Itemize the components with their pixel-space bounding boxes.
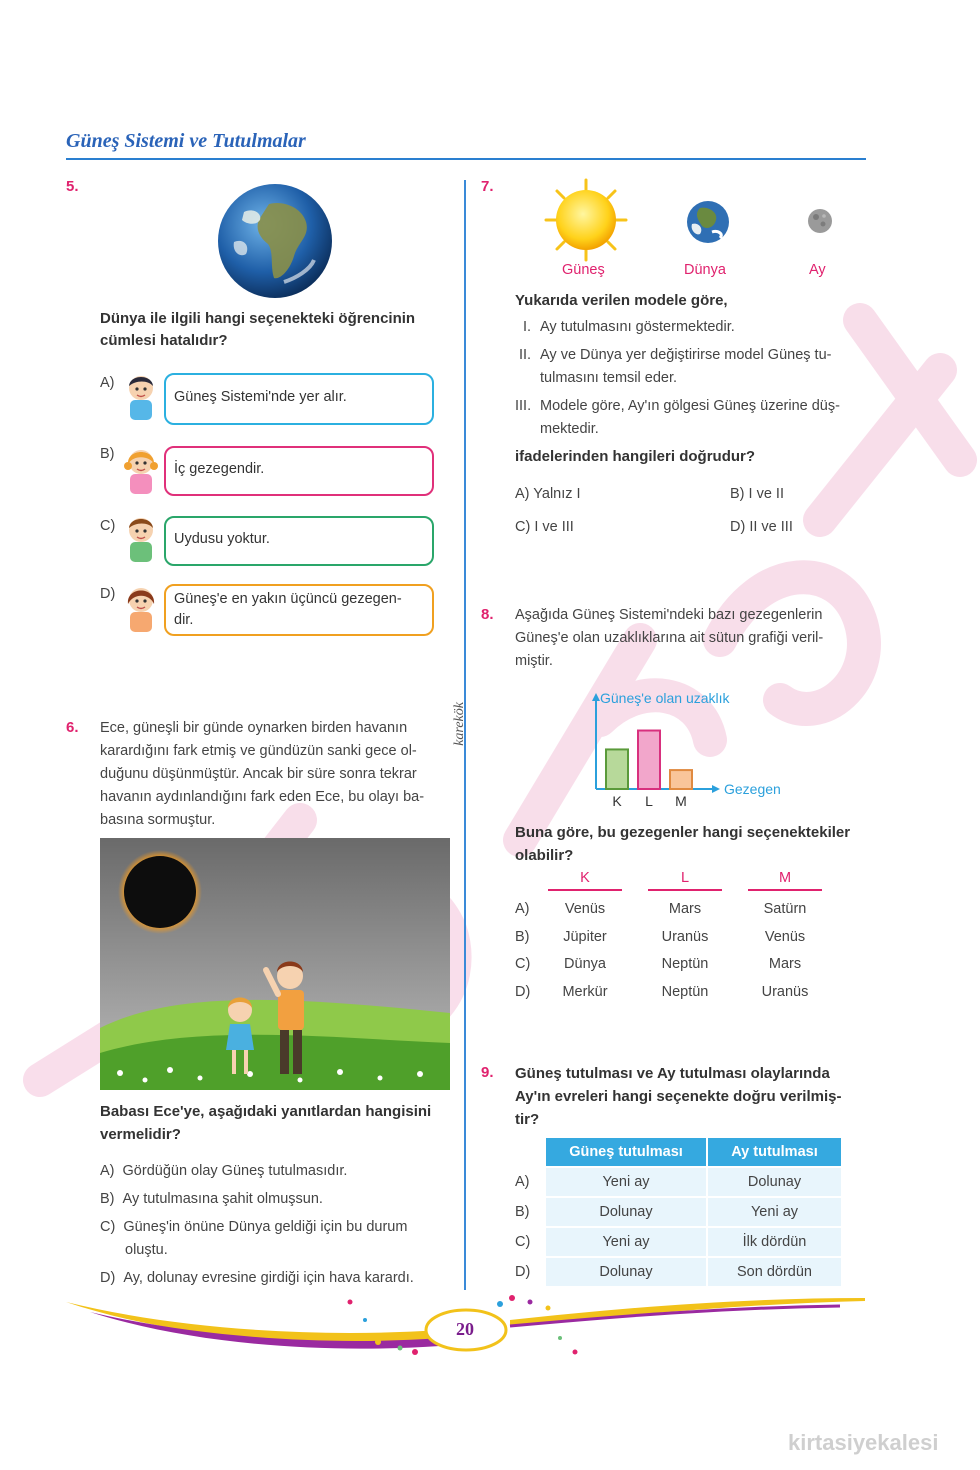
distance-bar-chart	[580, 684, 800, 810]
q8-option-letter: D)	[515, 984, 531, 1000]
q7-option-b[interactable]	[730, 486, 784, 502]
q6-option-c-text-2: oluştu.	[125, 1242, 168, 1258]
q8-header-l: L	[648, 870, 722, 891]
q5-option-d-text-2: dir.	[174, 612, 194, 628]
q7-option-text: Yalnız I	[533, 486, 581, 502]
q5-option-c-text: Uydusu yoktur.	[174, 531, 270, 547]
q8-cell: Merkür	[562, 984, 608, 1000]
chart-tick-label: M	[675, 793, 687, 809]
q6-option-b[interactable]	[100, 1191, 323, 1207]
q7-option-a[interactable]	[515, 486, 581, 502]
q8-cell: Jüpiter	[563, 929, 607, 945]
q7-option-letter: C)	[515, 519, 531, 535]
q7-option-text: I ve III	[534, 519, 574, 535]
q6-option-text: Ay, dolunay evresine girdiği için hava karardı.	[123, 1270, 414, 1286]
q6-option-letter: D)	[100, 1270, 116, 1286]
q7-statement-2-line-2: tulmasını temsil eder.	[540, 370, 677, 386]
chart-bar-k	[606, 749, 628, 789]
q8-header-m: M	[748, 870, 822, 891]
q6-option-d[interactable]	[100, 1270, 414, 1286]
q9-number: 9.	[481, 1064, 494, 1081]
page-title: Güneş Sistemi ve Tutulmalar	[66, 130, 306, 152]
q8-cell: Neptün	[661, 984, 709, 1000]
q8-cell: Dünya	[564, 956, 606, 972]
earth-label: Dünya	[684, 262, 726, 278]
q8-cell: Uranüs	[761, 984, 809, 1000]
q6-paragraph	[100, 717, 450, 832]
q6-paragraph-line: duğunu düşünmüştür. Ancak bir süre sonra tekrar	[100, 766, 417, 782]
q8-option-letter: C)	[515, 956, 531, 972]
q7-option-d[interactable]	[730, 519, 793, 535]
page-number: 20	[456, 1319, 474, 1339]
chart-y-axis-label: Güneş'e olan uzaklık	[600, 690, 730, 706]
q8-number: 8.	[481, 606, 494, 623]
q8-question-line-2: olabilir?	[515, 847, 574, 864]
q9-option-a[interactable]	[515, 1168, 841, 1198]
q7-option-letter: A)	[515, 486, 530, 502]
q6-option-text: Gördüğün olay Güneş tutulmasıdır.	[122, 1163, 348, 1179]
q8-header-k: K	[548, 870, 622, 891]
q7-option-text: II ve III	[749, 519, 793, 535]
q8-paragraph	[515, 604, 867, 673]
girl-student-icon	[122, 444, 160, 496]
q5-number: 5.	[66, 178, 79, 195]
q9-option-letter: A)	[515, 1174, 530, 1190]
q5-option-d-letter[interactable]: D)	[100, 586, 116, 602]
sun-label: Güneş	[562, 262, 605, 278]
boy-student-icon	[122, 370, 160, 422]
chart-y-axis-arrow-icon	[592, 693, 600, 701]
q8-cell: Uranüs	[661, 929, 709, 945]
chart-bar-m	[670, 770, 692, 789]
q6-option-letter: B)	[100, 1191, 115, 1207]
chart-tick-label: L	[645, 793, 653, 809]
q9-option-b[interactable]	[515, 1198, 841, 1228]
q9-header-lunar: Ay tutulması	[708, 1138, 841, 1166]
q7-statement-2-roman: II.	[519, 347, 532, 363]
q8-option-d[interactable]	[515, 984, 835, 1010]
q8-option-c[interactable]	[515, 956, 835, 982]
q6-option-text: Güneş'in önüne Dünya geldiği için bu durum	[123, 1219, 408, 1235]
q9-cell: İlk dördün	[708, 1228, 841, 1256]
q5-option-c-letter[interactable]: C)	[100, 518, 116, 534]
q9-option-letter: B)	[515, 1204, 530, 1220]
q8-cell: Neptün	[661, 956, 709, 972]
q8-option-letter: A)	[515, 901, 530, 917]
q9-question-line-1: Güneş tutulması ve Ay tutulması olaylarında	[515, 1065, 830, 1082]
q5-question-line-2: cümlesi hatalıdır?	[100, 332, 228, 349]
q5-option-d-bubble[interactable]	[164, 584, 434, 636]
q7-statement-3-line-2: mektedir.	[540, 421, 599, 437]
q7-option-c[interactable]	[515, 519, 574, 535]
q9-option-letter: C)	[515, 1234, 531, 1250]
q7-option-text: I ve II	[748, 486, 784, 502]
brand-watermark: kirtasiyekalesi	[788, 1430, 939, 1455]
q7-option-letter: B)	[730, 486, 745, 502]
q5-option-b-text: İç gezegendir.	[174, 461, 265, 477]
chart-x-axis-label: Gezegen	[724, 781, 781, 797]
q8-cell: Venüs	[764, 929, 806, 945]
q8-paragraph-line: Güneş'e olan uzaklıklarına ait sütun grafiği veril-	[515, 630, 824, 646]
q5-option-a-letter[interactable]: A)	[100, 375, 115, 391]
q9-question-line-2: Ay'ın evreleri hangi seçenekte doğru verilmiş-	[515, 1088, 842, 1105]
q7-question: ifadelerinden hangileri doğrudur?	[515, 448, 756, 465]
q7-statement-3-roman: III.	[515, 398, 532, 414]
solar-eclipse-illustration	[100, 838, 450, 1090]
q8-cell: Venüs	[564, 901, 606, 917]
q7-intro: Yukarıda verilen modele göre,	[515, 292, 728, 309]
q6-option-letter: C)	[100, 1219, 116, 1235]
q9-cell: Yeni ay	[708, 1198, 841, 1226]
q5-option-d-text: Güneş'e en yakın üçüncü gezegen-	[174, 591, 402, 607]
earth-globe-image	[214, 182, 336, 300]
q6-question-line-2: vermelidir?	[100, 1126, 181, 1143]
q8-paragraph-line: miştir.	[515, 653, 553, 669]
q9-cell: Son dördün	[708, 1258, 841, 1286]
q8-option-b[interactable]	[515, 929, 835, 955]
chart-bar-l	[638, 731, 660, 789]
q6-option-letter: A)	[100, 1163, 115, 1179]
moon-image	[806, 207, 834, 235]
chart-x-axis-arrow-icon	[712, 785, 720, 793]
q9-option-d[interactable]	[515, 1258, 841, 1288]
q5-option-c-bubble[interactable]	[164, 516, 434, 566]
q9-question-line-3: tir?	[515, 1111, 540, 1128]
q7-option-letter: D)	[730, 519, 746, 535]
q6-option-text: Ay tutulmasına şahit olmuşsun.	[122, 1191, 323, 1207]
q8-cell: Satürn	[763, 901, 807, 917]
q5-option-b-letter[interactable]: B)	[100, 446, 115, 462]
q9-cell: Yeni ay	[546, 1228, 706, 1256]
q9-cell: Dolunay	[546, 1198, 706, 1226]
moon-label: Ay	[809, 262, 826, 278]
q8-option-letter: B)	[515, 929, 530, 945]
q6-option-c[interactable]	[100, 1219, 452, 1235]
girl-student-icon	[122, 582, 160, 634]
q9-option-letter: D)	[515, 1264, 531, 1280]
q7-statement-3: Modele göre, Ay'ın gölgesi Güneş üzerine düş-	[540, 398, 840, 414]
q9-cell: Dolunay	[708, 1168, 841, 1196]
q5-option-a-text: Güneş Sistemi'nde yer alır.	[174, 389, 347, 405]
q8-question-line-1: Buna göre, bu gezegenler hangi seçenektekiler	[515, 824, 851, 841]
boy-student-icon	[122, 512, 160, 564]
q6-question-line-1: Babası Ece'ye, aşağıdaki yanıtlardan hangisini	[100, 1103, 432, 1120]
q6-paragraph-line: basına sormuştur.	[100, 812, 216, 828]
q7-statement-1: Ay tutulmasını göstermektedir.	[540, 319, 735, 335]
header-divider	[66, 158, 866, 160]
earth-small-image	[684, 198, 732, 246]
q6-number: 6.	[66, 719, 79, 736]
side-tag: karekök	[452, 702, 467, 746]
q8-paragraph-line: Aşağıda Güneş Sistemi'ndeki bazı gezegenlerin	[515, 607, 823, 623]
sun-image	[544, 178, 628, 262]
q9-option-c[interactable]	[515, 1228, 841, 1258]
q6-paragraph-line: havanın aydınlandığını fark eden Ece, bu olayı ba-	[100, 789, 425, 805]
q7-statement-2: Ay ve Dünya yer değiştirirse model Güneş tu-	[540, 347, 832, 363]
q5-question-line-1: Dünya ile ilgili hangi seçenekteki öğrencinin	[100, 310, 416, 327]
q8-cell: Mars	[768, 956, 802, 972]
q9-cell: Dolunay	[546, 1258, 706, 1286]
q6-paragraph-line: karardığını fark etmiş ve gündüzün sanki gece ol-	[100, 743, 417, 759]
q5-option-a-bubble[interactable]	[164, 373, 434, 425]
chart-tick-label: K	[612, 793, 622, 809]
q5-option-b-bubble[interactable]	[164, 446, 434, 496]
q9-header-solar: Güneş tutulması	[546, 1138, 706, 1166]
q8-option-a[interactable]	[515, 901, 835, 927]
q7-statement-1-roman: I.	[523, 319, 532, 335]
q8-cell: Mars	[668, 901, 702, 917]
q7-number: 7.	[481, 178, 494, 195]
q6-option-a[interactable]	[100, 1163, 347, 1179]
q9-cell: Yeni ay	[546, 1168, 706, 1196]
q6-paragraph-line: Ece, güneşli bir günde oynarken birden havanın	[100, 720, 408, 736]
